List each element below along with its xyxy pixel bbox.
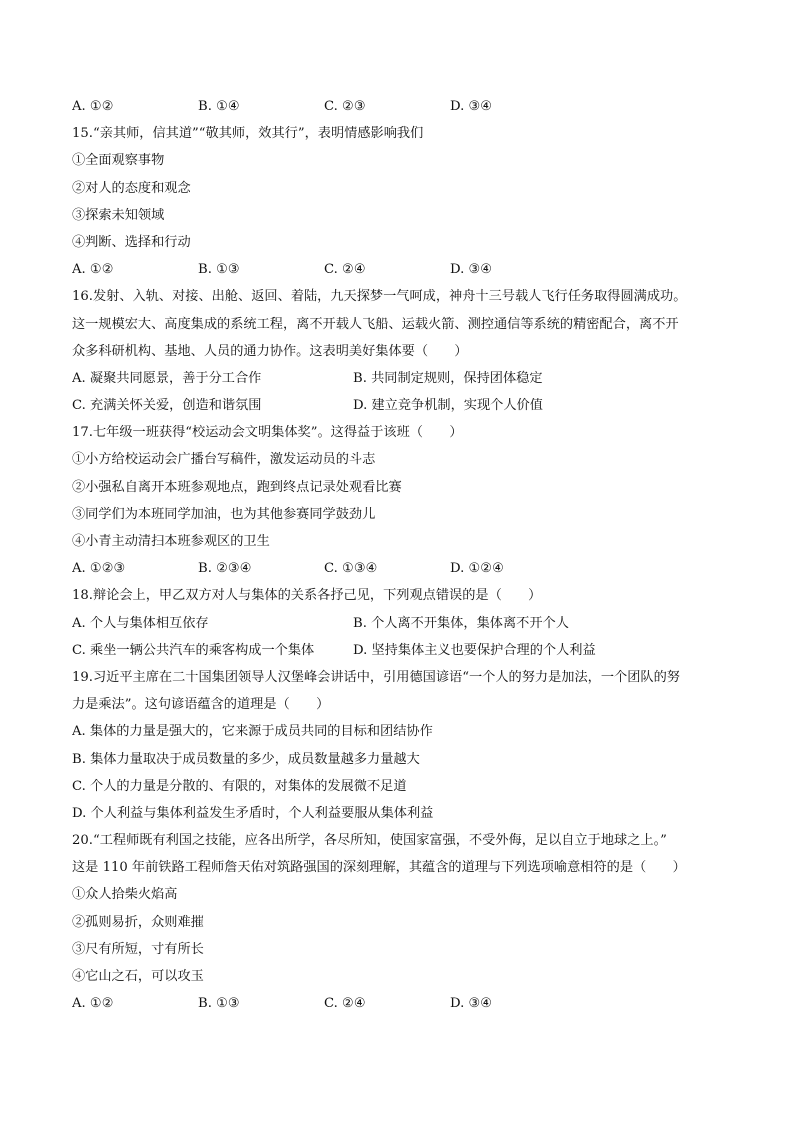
q17-option-c: C. ①③④ bbox=[324, 561, 378, 577]
q17-stem: 17.七年级一班获得“校运动会文明集体奖”。这得益于该班（ ） bbox=[72, 425, 463, 441]
q15-option-b: B. ①③ bbox=[198, 262, 240, 278]
q18-stem: 18.辩论会上，甲乙双方对人与集体的关系各抒己见，下列观点错误的是（ ） bbox=[72, 588, 542, 604]
q19-option-d: D. 个人利益与集体利益发生矛盾时，个人利益要服从集体利益 bbox=[72, 805, 434, 821]
q14-option-c: C. ②③ bbox=[324, 99, 366, 114]
q16-options-row-1 bbox=[72, 365, 742, 392]
q18-options-row-2 bbox=[72, 637, 742, 664]
q16-stem-line-1: 16.发射、入轨、对接、出舱、返回、着陆，九天探梦一气呵成，神舟十三号载人飞行任务取得圆满成功。 bbox=[72, 289, 687, 305]
q14-option-a: A. ①② bbox=[72, 99, 114, 114]
q15-item-2: ②对人的态度和观念 bbox=[72, 180, 191, 196]
q15-option-c: C. ②④ bbox=[324, 262, 366, 278]
question-15 bbox=[72, 120, 742, 283]
q20-option-a: A. ①② bbox=[72, 996, 114, 1012]
q15-item-4: ④判断、选择和行动 bbox=[72, 234, 191, 250]
question-16 bbox=[72, 283, 742, 419]
q15-item-1: ①全面观察事物 bbox=[72, 153, 165, 169]
question-17 bbox=[72, 419, 742, 582]
q19-stem-line-2: 力是乘法”。这句谚语蕴含的道理是（ ） bbox=[72, 697, 330, 713]
exam-page bbox=[72, 93, 742, 1017]
q16-options-row-2 bbox=[72, 392, 742, 419]
q16-stem-line-3: 众多科研机构、基地、人员的通力协作。这表明美好集体要（ ） bbox=[72, 343, 468, 359]
q17-item-4: ④小青主动清扫本班参观区的卫生 bbox=[72, 534, 270, 549]
q15-option-a: A. ①② bbox=[72, 262, 114, 278]
q20-stem-line-1: 20.“工程师既有利国之技能，应各出所学，各尽所知，使国家富强，不受外侮，足以自立于地球之上。” bbox=[72, 833, 667, 849]
q17-item-3: ③同学们为本班同学加油，也为其他参赛同学鼓劲儿 bbox=[72, 506, 376, 522]
q14-option-d: D. ③④ bbox=[450, 99, 493, 114]
q20-option-d: D. ③④ bbox=[450, 996, 493, 1012]
q20-item-2: ②孤则易折，众则难摧 bbox=[72, 914, 204, 930]
q19-option-c: C. 个人的力量是分散的、有限的，对集体的发展微不足道 bbox=[72, 778, 407, 794]
q17-option-b: B. ②③④ bbox=[198, 561, 252, 577]
q19-option-b: B. 集体力量取决于成员数量的多少，成员数量越多力量越大 bbox=[72, 751, 420, 767]
question-20 bbox=[72, 827, 742, 1017]
q18-options-row-1 bbox=[72, 610, 742, 637]
q17-options bbox=[72, 555, 742, 582]
q20-item-4: ④它山之石，可以攻玉 bbox=[72, 969, 204, 984]
q18-option-d: D. 坚持集体主义也要保护合理的个人利益 bbox=[353, 642, 596, 658]
q18-option-c: C. 乘坐一辆公共汽车的乘客构成一个集体 bbox=[72, 642, 315, 658]
q18-option-b: B. 个人离不开集体，集体离不开个人 bbox=[353, 615, 569, 631]
q15-stem: 15.“亲其师，信其道”“敬其师，效其行”，表明情感影响我们 bbox=[72, 126, 424, 142]
q17-item-2: ②小强私自离开本班参观地点，跑到终点记录处观看比赛 bbox=[72, 479, 402, 495]
q14-options bbox=[72, 93, 742, 120]
q16-option-c: C. 充满关怀关爱，创造和谐氛围 bbox=[72, 398, 262, 414]
q20-item-1: ①众人拾柴火焰高 bbox=[72, 887, 178, 903]
q15-option-d: D. ③④ bbox=[450, 262, 493, 278]
question-19 bbox=[72, 664, 742, 827]
q19-stem-line-1: 19.习近平主席在二十国集团领导人汉堡峰会讲话中，引用德国谚语“一个人的努力是加法，一个团队的努 bbox=[72, 669, 680, 685]
q20-item-3: ③尺有所短，寸有所长 bbox=[72, 941, 204, 957]
q16-option-a: A. 凝聚共同愿景，善于分工合作 bbox=[72, 370, 262, 386]
q17-option-d: D. ①②④ bbox=[450, 561, 504, 577]
q20-options bbox=[72, 990, 742, 1017]
q19-option-a: A. 集体的力量是强大的，它来源于成员共同的目标和团结协作 bbox=[72, 724, 433, 740]
q20-stem-line-2: 这是 110 年前铁路工程师詹天佑对筑路强国的深刻理解，其蕴含的道理与下列选项喻意相符的是（ ） bbox=[72, 860, 686, 876]
q15-options bbox=[72, 256, 742, 283]
q17-item-1: ①小方给校运动会广播台写稿件，激发运动员的斗志 bbox=[72, 452, 376, 468]
q20-option-c: C. ②④ bbox=[324, 996, 366, 1012]
question-18 bbox=[72, 582, 742, 664]
q18-option-a: A. 个人与集体相互依存 bbox=[72, 615, 209, 631]
q20-option-b: B. ①③ bbox=[198, 996, 240, 1012]
q16-option-b: B. 共同制定规则，保持团体稳定 bbox=[353, 370, 543, 386]
q17-option-a: A. ①②③ bbox=[72, 561, 126, 577]
q16-stem-line-2: 这一规模宏大、高度集成的系统工程，离不开载人飞船、运载火箭、测控通信等系统的精密配合，离不开 bbox=[72, 316, 679, 332]
q14-option-b: B. ①④ bbox=[198, 99, 240, 114]
q16-option-d: D. 建立竞争机制，实现个人价值 bbox=[353, 398, 543, 414]
q15-item-3: ③探索未知领域 bbox=[72, 207, 165, 223]
